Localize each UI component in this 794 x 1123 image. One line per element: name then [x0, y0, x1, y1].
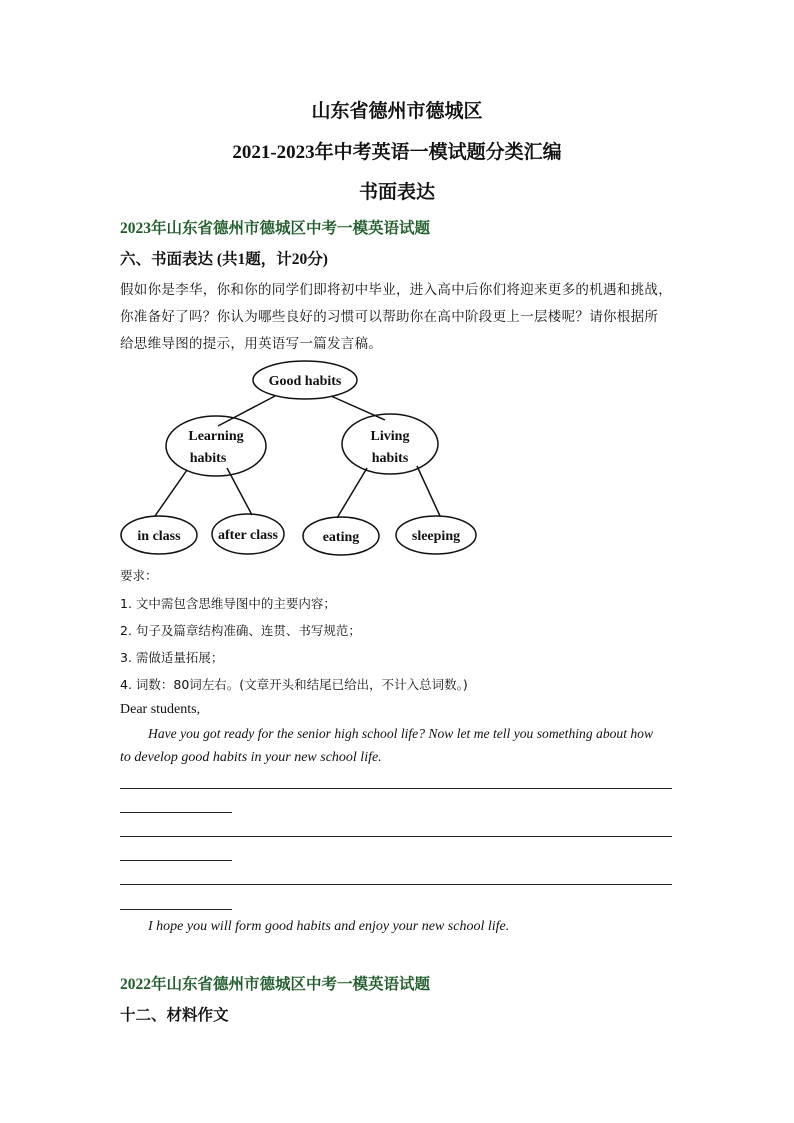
edge-root-living [331, 396, 385, 420]
requirement-2: 2. 句子及篇章结构准确、连贯、书写规范； [120, 623, 361, 638]
node-learning-habits [166, 416, 266, 476]
section-2022-heading: 2022年山东省德州市德城区中考一模英语试题 [120, 976, 431, 993]
requirement-1: 1. 文中需包含思维导图中的主要内容； [120, 596, 336, 611]
node-label-after-class: after class [218, 528, 278, 543]
requirement-3: 3. 需做适量拓展； [120, 650, 224, 665]
letter-closing: I hope you will form good habits and enjoy your new school life. [148, 919, 510, 934]
writing-line [120, 909, 232, 910]
prompt-line-3: 给思维导图的提示，用英语写一篇发言稿。 [120, 336, 383, 352]
node-label-living-habits: habits [371, 451, 409, 466]
node-label-learning: Learning [188, 429, 244, 444]
doc-title-topic: 书面表达 [358, 182, 435, 203]
writing-line [120, 860, 232, 861]
node-label-living: Living [370, 429, 410, 444]
requirements-title: 要求： [120, 568, 158, 583]
node-label-in-class: in class [137, 529, 181, 544]
node-label-sleeping: sleeping [411, 529, 461, 544]
writing-line [120, 836, 672, 837]
edge-living-eating [337, 468, 367, 518]
writing-line [120, 812, 232, 813]
node-label-learning-habits: habits [189, 451, 227, 466]
edge-learning-inclass [155, 470, 187, 516]
letter-opening-line-1: Have you got ready for the senior high school life? Now let me tell you something about how [148, 726, 654, 741]
node-label-eating: eating [322, 530, 360, 545]
doc-title-region: 山东省德州市德城区 [311, 101, 483, 122]
section-2023-part: 六、书面表达 (共1题，计20分) [120, 251, 328, 268]
doc-title-subject: 2021-2023年中考英语一模试题分类汇编 [232, 142, 562, 163]
writing-line [120, 884, 672, 885]
section-2022-part: 十二、材料作文 [120, 1007, 229, 1024]
letter-salutation: Dear students, [120, 702, 201, 717]
edge-living-sleeping [417, 466, 440, 516]
writing-line [120, 788, 672, 789]
prompt-line-1: 假如你是李华，你和你的同学们即将初中毕业，进入高中后你们将迎来更多的机遇和挑战， [120, 282, 672, 298]
node-label-good-habits: Good habits [268, 374, 342, 389]
requirement-4: 4. 词数：80词左右。(文章开头和结尾已给出，不计入总词数。) [120, 677, 468, 692]
letter-opening-line-2: to develop good habits in your new school life. [120, 750, 382, 765]
section-2023-heading: 2023年山东省德州市德城区中考一模英语试题 [120, 220, 431, 237]
mind-map-diagram [115, 358, 485, 558]
prompt-line-2: 你准备好了吗？你认为哪些良好的习惯可以帮助你在高中阶段更上一层楼呢？请你根据所 [120, 309, 659, 325]
